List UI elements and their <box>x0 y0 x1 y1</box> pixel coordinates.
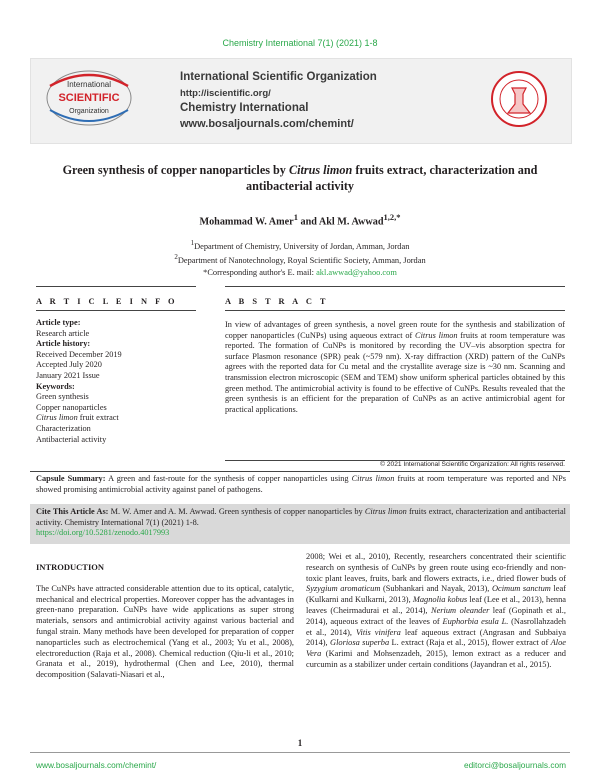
divider <box>30 752 570 753</box>
divider <box>30 471 570 472</box>
banner-journal-name: Chemistry International <box>180 102 309 114</box>
received-date: Received December 2019 <box>36 349 122 359</box>
divider <box>36 310 196 311</box>
page-number: 1 <box>297 738 303 748</box>
logo-text-main: SCIENTIFIC <box>58 92 120 104</box>
divider <box>36 286 196 287</box>
article-info-heading: A R T I C L E I N F O <box>36 297 178 306</box>
copyright: © 2021 International Scientific Organization: All rights reserved. <box>380 461 565 468</box>
corresponding-email[interactable]: akl.awwad@yahoo.com <box>316 267 397 277</box>
keyword: Copper nanoparticles <box>36 402 107 412</box>
accepted-date: Accepted July 2020 <box>36 360 102 370</box>
article-history-label: Article history: <box>36 339 91 349</box>
banner-text <box>180 70 480 132</box>
intro-paragraph-continued: 2008; Wei et al., 2010), Recently, researchers concentrated their scientific research on synthesis of CuNPs by green route using eco-friendly and non-toxic plant leaves, fruits, bark and flowers extracts, i.e., dried flower buds of Syzygium aromaticum (Subhankari and Nayak, 2013), Ocimum sanctum leaf (Kulkarni and Kulkarni, 2013), Magnolia kobus leaf (Lee et al., 2013), henna leaves (Cheirmadurai et al., 2014), Nerium oleander leaf (Gopinath et al., 2014), aqueous extract of the leaves of Euphorbia esula L. (Nasrollahzadeh et al., 2014), Vitis vinifera leaf aqueous extract (Angrasan and Subbaiya 2014), Gloriosa superba L. extract (Raja et al., 2015), flower extract of Aloe Vera (Karimi and Mohsenzadeh, 2015), lemon extract as a reducer and curcumin as a stabilizer under certain conditions (Jayandran et al., 2015). <box>306 552 567 669</box>
banner-journal-url[interactable]: www.bosaljournals.com/chemint/ <box>180 117 354 130</box>
introduction-heading: INTRODUCTION <box>36 562 105 572</box>
keyword: Characterization <box>36 423 91 433</box>
body-column-left <box>36 562 294 681</box>
logo-text-top: International <box>66 80 112 89</box>
keyword: Antibacterial activity <box>36 434 107 444</box>
article-type-value: Research article <box>36 328 90 338</box>
banner-org-url[interactable]: http://iscientific.org/ <box>180 87 271 99</box>
iso-logo <box>44 68 134 128</box>
article-title: Green synthesis of copper nanoparticles by Citrus limon fruits extract, characterization and antibacterial activity <box>62 163 538 193</box>
journal-seal-icon <box>490 70 548 128</box>
affiliations: $^1$Department of Chemistry, University of Jordan, Amman, Jordan $^2$Department of Nanotechnology, Royal Scientific Society, Amman, Jordan *Corresponding author's E. mail: akl.awwad@yahoo.com <box>174 239 426 277</box>
author-2: Akl M. Awwad <box>318 216 384 228</box>
logo-text-bottom: Organization <box>69 108 109 115</box>
cite-this-article: Cite This Article As: M. W. Amer and A. M. Awwad. Green synthesis of copper nanoparticles by Citrus limon fruits extract, characterization and antibacterial activity. Chemistry International 7(1) (2021) 1-8. https://doi.org/10.5281/zenodo.4017993 <box>36 507 566 538</box>
affiliation-2: Department of Nanotechnology, Royal Scientific Society, Amman, Jordan <box>177 256 426 266</box>
article-info <box>36 318 196 445</box>
doi-link[interactable]: https://doi.org/10.5281/zenodo.4017993 <box>36 528 170 538</box>
author-1: Mohammad W. Amer <box>199 216 294 228</box>
article-type-label: Article type: <box>36 318 81 327</box>
journal-header: Chemistry International 7(1) (2021) 1-8 <box>222 38 378 48</box>
intro-paragraph: The CuNPs have attracted considerable attention due to its optical, catalytic, mechanical and electrical properties. Moreover copper has the advantages in green-nano preparation. CuNPs have wide applications as super strong materials, sensors and antimicrobial activity against various bacterial and fungal strain. Many methods have been developed for preparation of copper nanoparticles such as electrochemical (Yang et al., 2003; Yu et al., 2008), electroreduction (Raja et al., 2008). Chemical reduction (Qiu-li et al., 2010; Granata et al., 2019), hydrothermal (Chen and Lee, 2010), thermal decomposition (Salavati-Niasari et al., <box>36 583 294 680</box>
banner-org-name: International Scientific Organization <box>180 71 377 83</box>
keyword: Green synthesis <box>36 392 89 402</box>
divider <box>225 310 565 311</box>
issue-date: January 2021 Issue <box>36 370 100 380</box>
keywords-label: Keywords: <box>36 381 75 391</box>
abstract-text: In view of advantages of green synthesis, a novel green route for the synthesis and stabilization of copper nanoparticles (CuNPs) using aqueous extract of Citrus limon fruits at room temperature was reported. The formation of CuNPs is monitored by recording the UV–vis absorption spectra for surface Plasmon resonance (SPR) peak (~579 nm). X-ray diffraction (XRD) pattern of the CuNPs agrees with the reported data for Cu metal and the crystallite average size is ~30 nm. Scanning and transmission electron microscopic (SEM and TEM) show uniform spherical particles obtained by this green method. The antimicrobial activity is found to be effective of CuNPs. Results revealed that the green synthesis is an efficient for the preparation of CuNPs as an active antimicrobial agent for practical applications. <box>225 320 565 414</box>
footer-email[interactable]: editorci@bosaljournals.com <box>463 760 566 770</box>
body-column-right <box>306 552 566 671</box>
authors: Mohammad W. Amer$^1$ and Akl M. Awwad$^{1,2,*}$ <box>199 212 401 228</box>
capsule-summary: Capsule Summary: A green and fast-route for the synthesis of copper nanoparticles using Citrus limon fruits at room temperature was reported and NPs showed promising antimicrobial activity against panel of pathogens. <box>36 474 566 494</box>
footer-journal-url[interactable]: www.bosaljournals.com/chemint/ <box>36 760 157 770</box>
divider <box>225 286 565 287</box>
keyword: Citrus limon fruit extract <box>36 413 119 423</box>
abstract-heading: A B S T R A C T <box>225 297 329 306</box>
affiliation-1: Department of Chemistry, University of Jordan, Amman, Jordan <box>194 241 410 251</box>
